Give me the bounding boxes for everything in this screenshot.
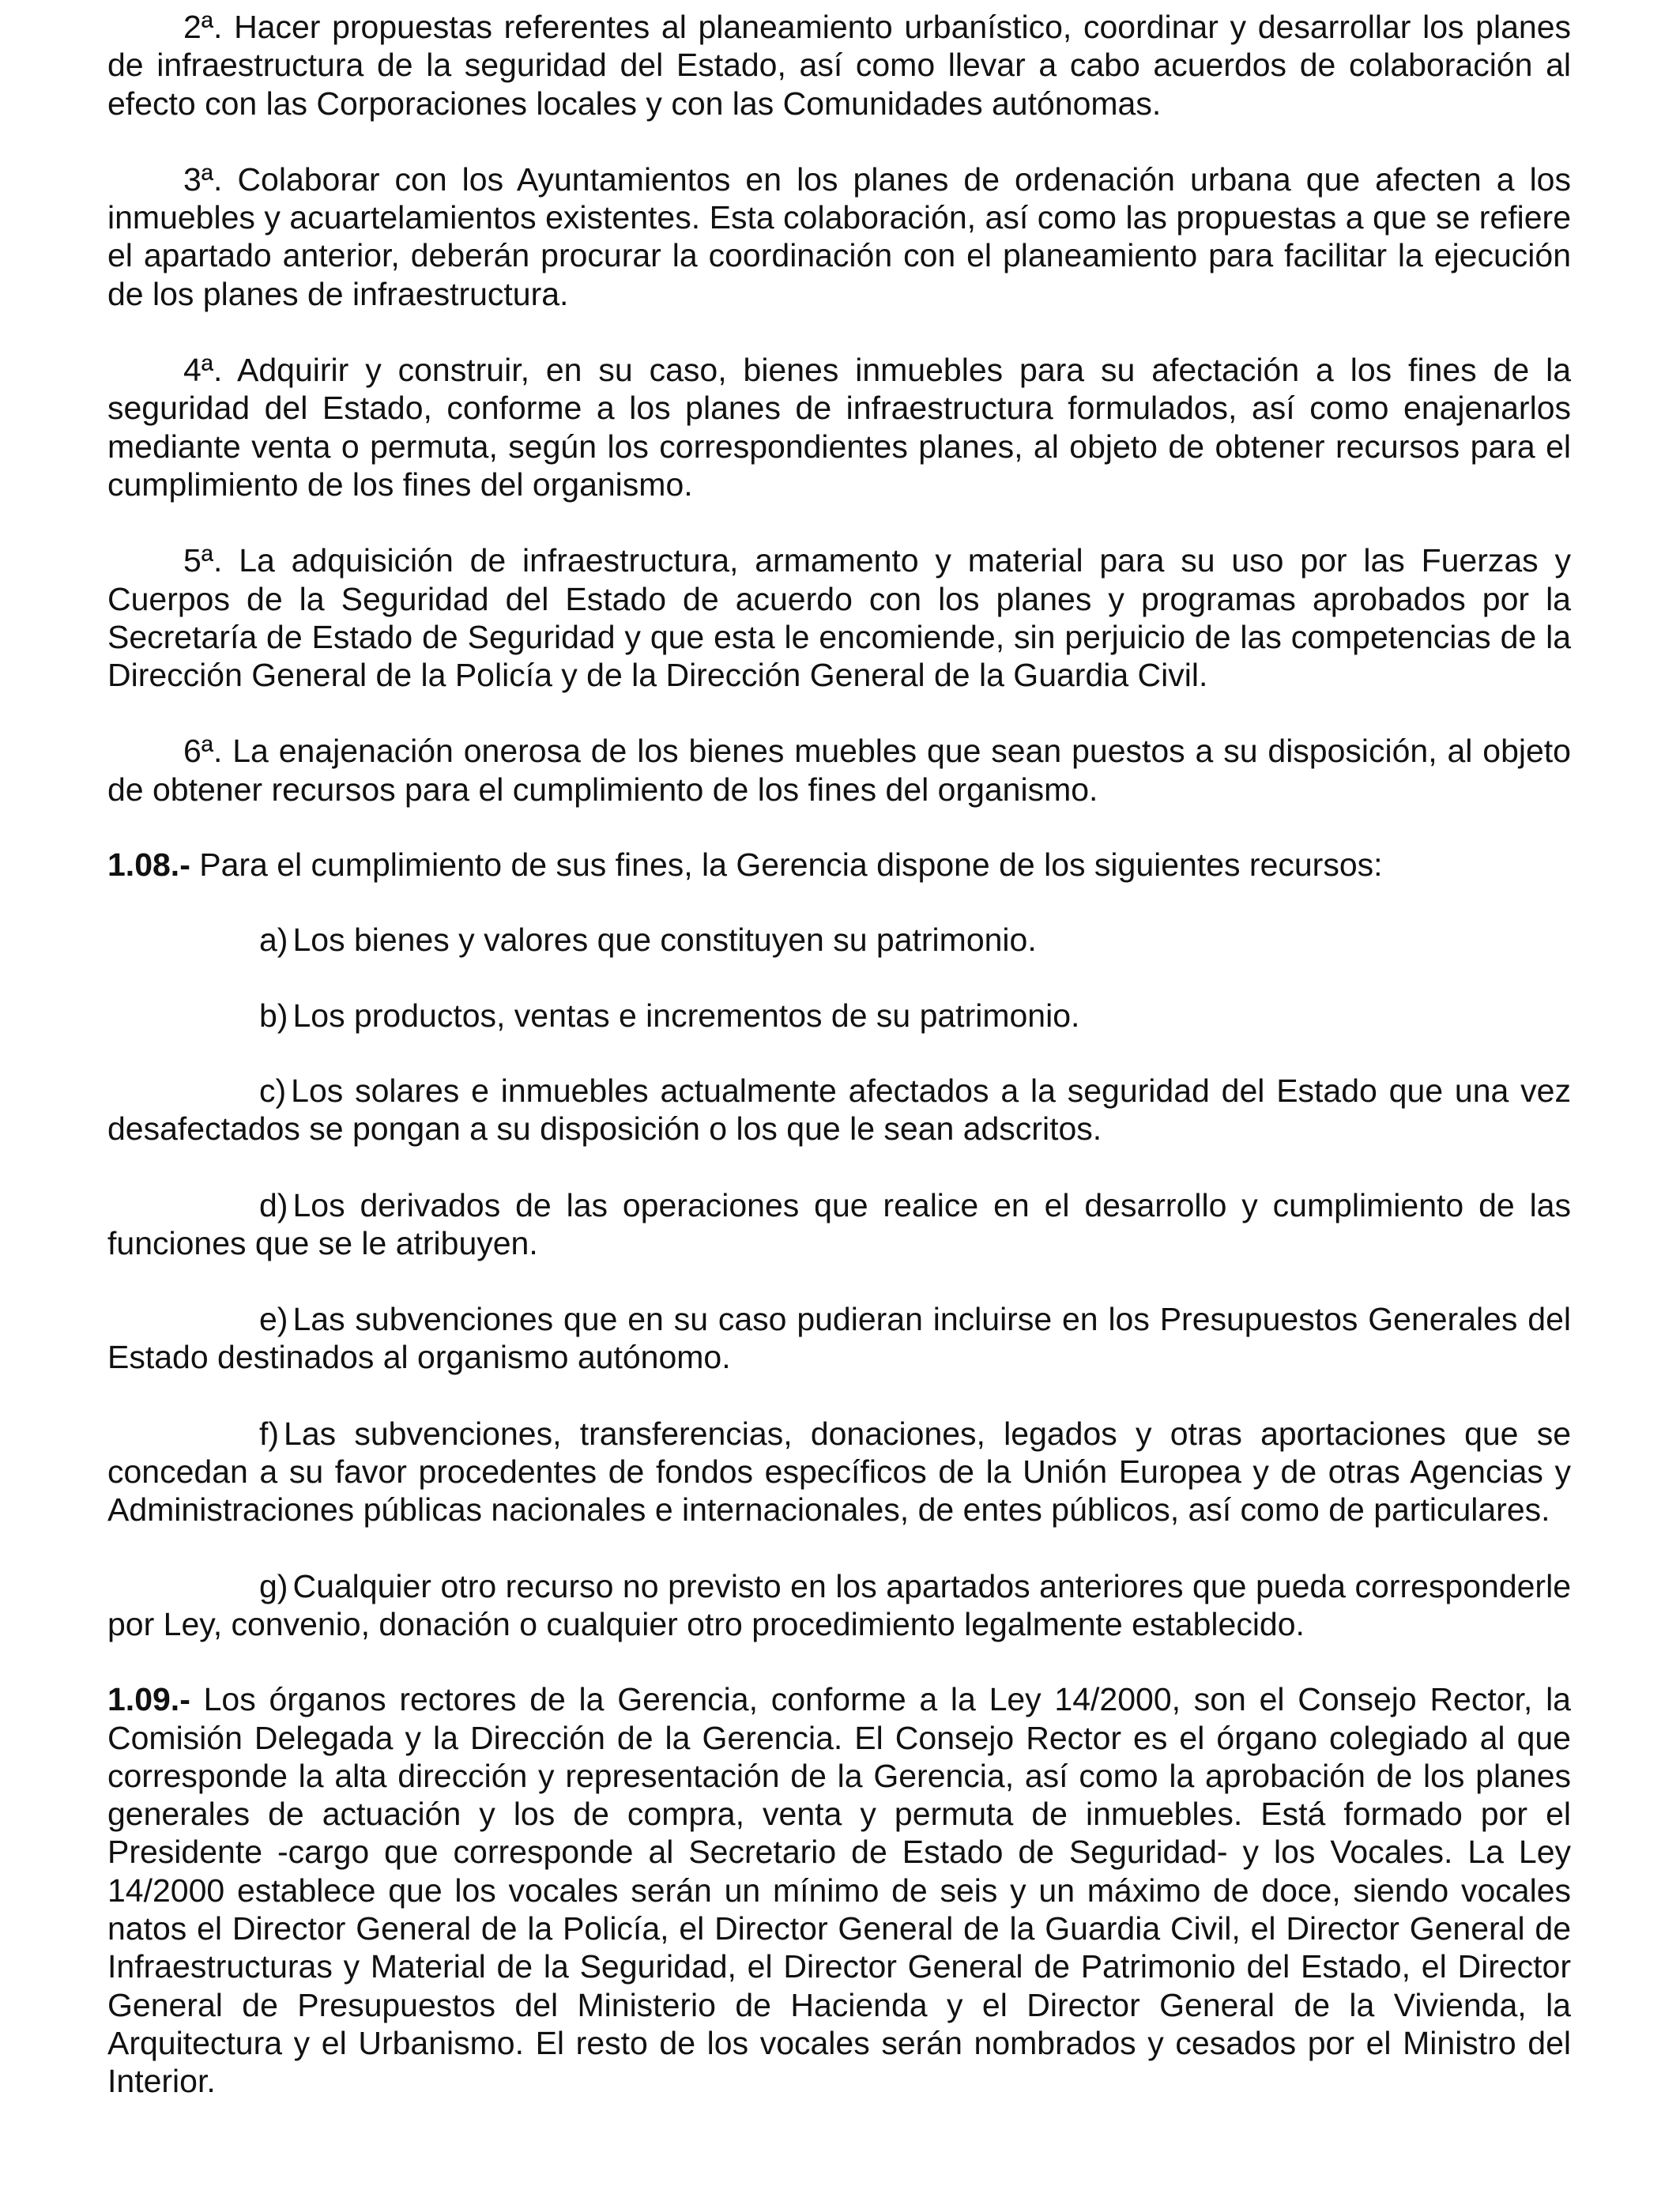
section-text: Los órganos rectores de la Gerencia, conforme a la Ley 14/2000, son el Consejo Rector, la Comisión Delegada y la Dirección de la Gerencia. El Consejo Rector es el órgano colegiado al que corresponde la alta dirección y representación de la Gerencia, así como la aprobación de los planes generales de actuación y los de compra, venta y permuta de inmuebles. Está formado por el Presidente -cargo que corresponde al Secretario de Estado de Seguridad- y los Vocales. La Ley 14/2000 establece que los vocales serán un mínimo de seis y un máximo de doce, siendo vocales natos el Director General de la Policía, el Director General de la Guardia Civil, el Director General de Infraestructuras y Material de la Seguridad, el Director General de Patrimonio del Estado, el Director General de Presupuestos del Ministerio de Hacienda y el Director General de la Vivienda, la Arquitectura y el Urbanismo. El resto de los vocales serán nombrados y cesados por el Ministro del Interior. [107,1681,1571,2100]
item-label: c) [259,1072,287,1109]
item-text: Los solares e inmuebles actualmente afectados a la seguridad del Estado que una vez desafectados se pongan a su disposición o los que le sean adscritos. [107,1072,1571,1148]
resource-item-a [107,921,1571,959]
paragraph-2 [107,8,1571,123]
paragraph-text: Colaborar con los Ayuntamientos en los planes de ordenación urbana que afecten a los inmuebles y acuartelamientos existentes. Esta colaboración, así como las propuestas a que se refiere el apartado anterior, deberán procurar la coordinación con el planeamiento para facilitar la ejecución de los planes de infraestructura. [107,160,1571,312]
item-label: f) [259,1415,280,1452]
paragraph-text: La enajenación onerosa de los bienes muebles que sean puestos a su disposición, al objeto de obtener recursos para el cumplimiento de los fines del organismo. [107,733,1571,808]
section-1-09 [107,1680,1571,2100]
resource-item-f [107,1415,1571,1529]
paragraph-label: 6ª. [183,733,223,770]
item-label: e) [259,1301,288,1338]
section-number: 1.08.- [107,846,190,884]
paragraph-label: 5ª. [183,542,223,579]
document-page [107,8,1571,2138]
item-text: Las subvenciones que en su caso pudieran incluirse en los Presupuestos Generales del Estado destinados al organismo autónomo. [107,1301,1571,1376]
item-label: g) [259,1567,288,1604]
paragraph-label: 3ª. [183,160,223,198]
item-label: a) [259,922,288,959]
item-label: d) [259,1186,288,1223]
item-text: Las subvenciones, transferencias, donaciones, legados y otras aportaciones que se concedan a su favor procedentes de fondos específicos de la Unión Europea y de otras Agencias y Administraciones públicas nacionales e internacionales, de entes públicos, así como de particulares. [107,1415,1571,1529]
paragraph-text: La adquisición de infraestructura, armamento y material para su uso por las Fuerzas y Cuerpos de la Seguridad del Estado de acuerdo con los planes y programas aprobados por la Secretaría de Estado de Seguridad y que esta le encomiende, sin perjuicio de las competencias de la Dirección General de la Policía y de la Dirección General de la Guardia Civil. [107,542,1571,694]
paragraph-text: Adquirir y construir, en su caso, bienes inmuebles para su afectación a los fines de la seguridad del Estado, conforme a los planes de infraestructura formulados, así como enajenarlos mediante venta o permuta, según los correspondientes planes, al objeto de obtener recursos para el cumplimiento de los fines del organismo. [107,352,1571,503]
paragraph-5 [107,541,1571,694]
resource-item-c [107,1072,1571,1148]
paragraph-label: 4ª. [183,352,223,389]
resource-item-g [107,1567,1571,1644]
item-text: Los derivados de las operaciones que realice en el desarrollo y cumplimiento de las funciones que se le atribuyen. [107,1186,1571,1261]
item-text: Cualquier otro recurso no previsto en los apartados anteriores que pueda corresponderle por Ley, convenio, donación o cualquier otro procedimiento legalmente establecido. [107,1567,1571,1642]
resource-item-b [107,997,1571,1035]
item-label: b) [259,997,288,1034]
paragraph-label: 2ª. [183,9,223,45]
resource-item-e [107,1300,1571,1377]
section-1-08 [107,846,1571,884]
section-text: Para el cumplimiento de sus fines, la Gerencia dispone de los siguientes recursos: [199,846,1383,884]
paragraph-text: Hacer propuestas referentes al planeamiento urbanístico, coordinar y desarrollar los planes de infraestructura de la seguridad del Estado, así como llevar a cabo acuerdos de colaboración al efecto con las Corporaciones locales y con las Comunidades autónomas. [107,9,1571,122]
paragraph-4 [107,351,1571,503]
paragraph-6 [107,732,1571,809]
section-number: 1.09.- [107,1681,190,1718]
paragraph-3 [107,160,1571,313]
item-text: Los bienes y valores que constituyen su patrimonio. [292,922,1037,959]
resource-item-d [107,1186,1571,1263]
item-text: Los productos, ventas e incrementos de su patrimonio. [292,997,1080,1034]
